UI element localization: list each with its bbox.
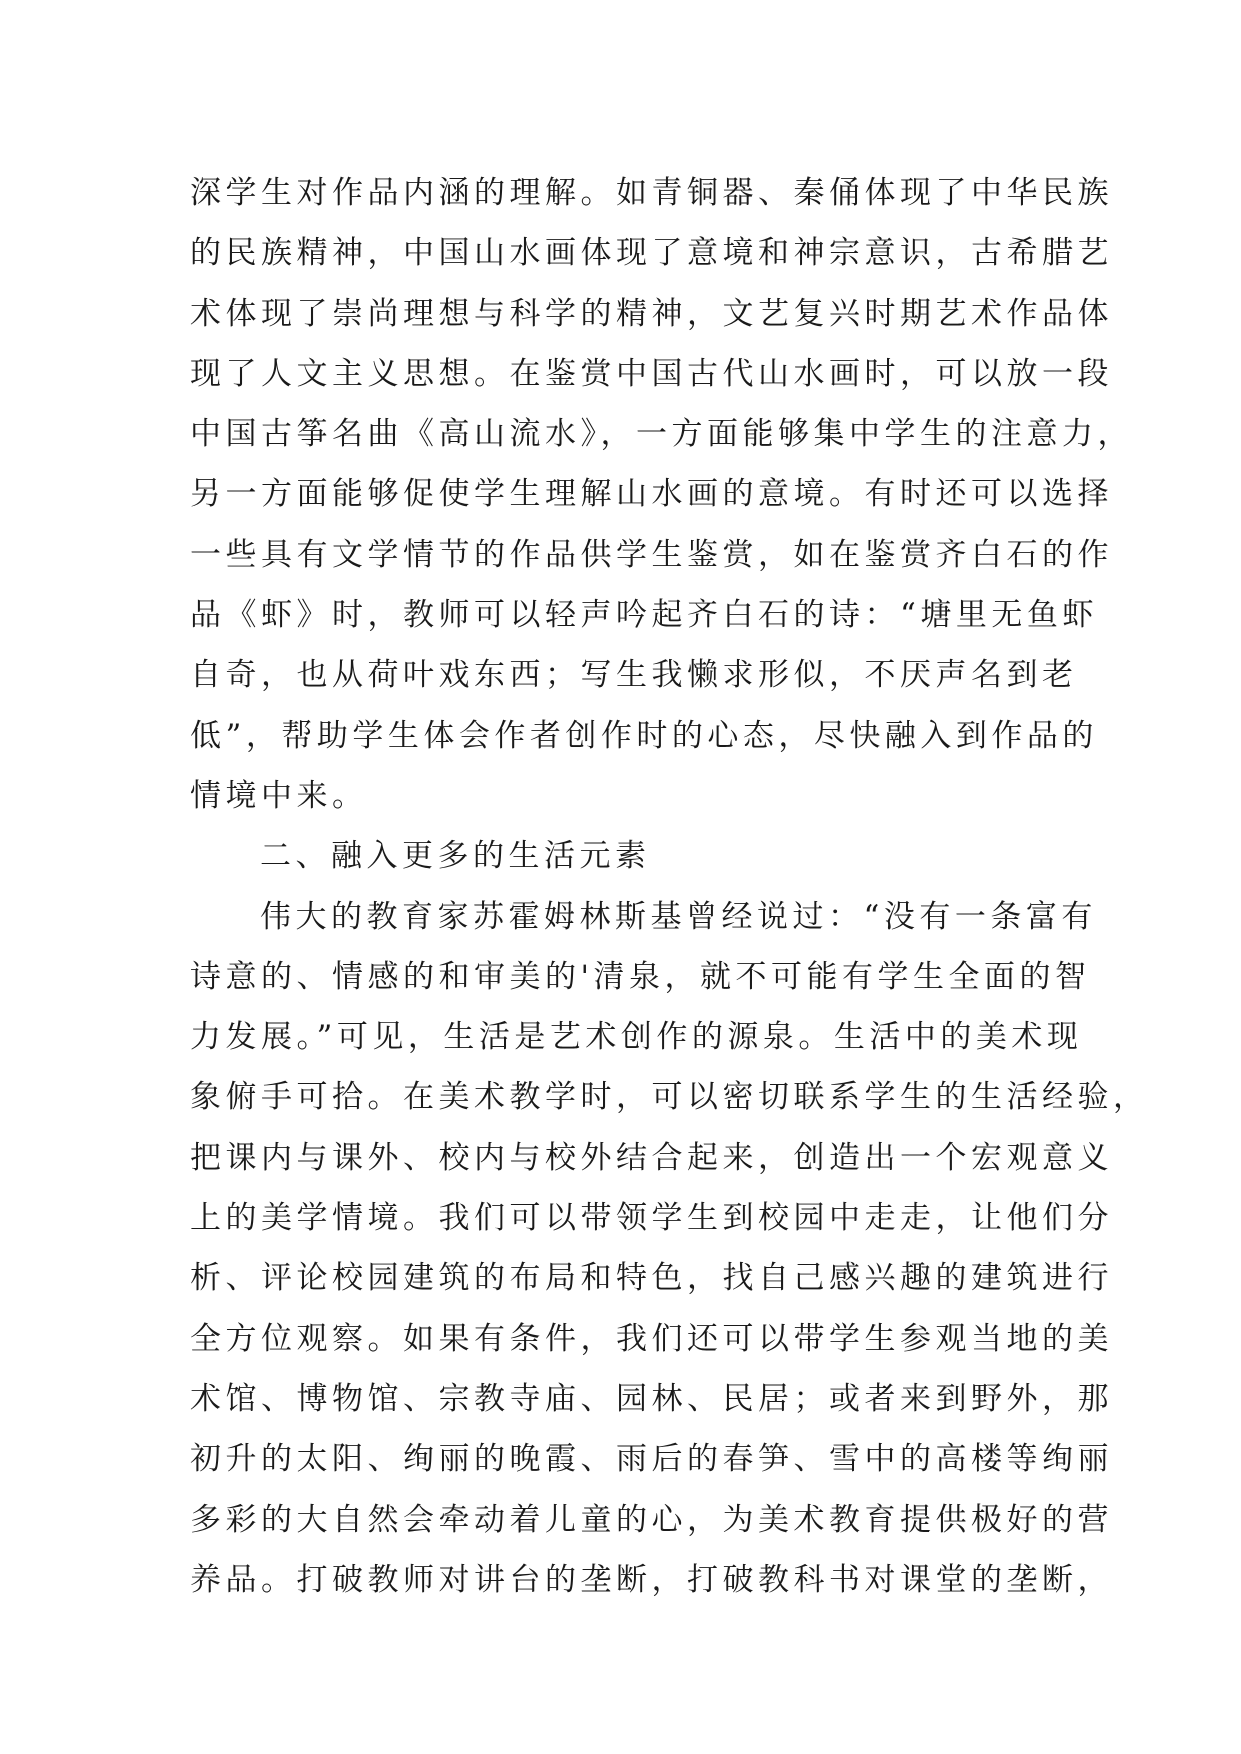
text-line: 低”，帮助学生体会作者创作时的心态，尽快融入到作品的 <box>190 717 1098 754</box>
text-line: 深学生对作品内涵的理解。如青铜器、秦俑体现了中华民族 <box>190 175 1113 211</box>
text-line: 自奇，也从荷叶戏东西；写生我懒求形似，不厌声名到老 <box>190 657 1078 694</box>
text-line: 现了人文主义思想。在鉴赏中国古代山水画时，可以放一段 <box>190 355 1113 392</box>
text-line: 另一方面能够促使学生理解山水画的意境。有时还可以选择 <box>190 476 1113 513</box>
text-line: 术馆、博物馆、宗教寺庙、园林、民居；或者来到野外，那 <box>190 1380 1113 1417</box>
text-line: 力发展。”可见，生活是艺术创作的源泉。生活中的美术现 <box>190 1019 1083 1056</box>
text-line: 象俯手可拾。在美术教学时，可以密切联系学生的生活经验， <box>190 1079 1149 1116</box>
text-line: 全方位观察。如果有条件，我们还可以带学生参观当地的美 <box>190 1320 1113 1357</box>
text-line: 诗意的、情感的和审美的'清泉，就不可能有学生全面的智 <box>190 958 1091 995</box>
text-line: 一些具有文学情节的作品供学生鉴赏，如在鉴赏齐白石的作 <box>190 536 1113 573</box>
text-line: 的民族精神，中国山水画体现了意境和神宗意识，古希腊艺 <box>190 235 1113 272</box>
text-line: 上的美学情境。我们可以带领学生到校园中走走，让他们分 <box>190 1200 1113 1237</box>
text-line: 品《虾》时，教师可以轻声吟起齐白石的诗：“塘里无鱼虾 <box>190 597 1098 634</box>
text-line: 析、评论校园建筑的布局和特色，找自己感兴趣的建筑进行 <box>190 1260 1113 1297</box>
text-line: 中国古筝名曲《高山流水》，一方面能够集中学生的注意力， <box>190 416 1133 453</box>
text-line: 多彩的大自然会牵动着儿童的心，为美术教育提供极好的营 <box>190 1501 1113 1538</box>
section-heading: 二、融入更多的生活元素 <box>260 838 651 875</box>
text-line: 情境中来。 <box>190 777 368 814</box>
body-text <box>190 163 1149 1610</box>
paragraph-first-line: 伟大的教育家苏霍姆林斯基曾经说过：“没有一条富有 <box>260 898 1097 935</box>
text-line: 把课内与课外、校内与校外结合起来，创造出一个宏观意义 <box>190 1139 1113 1176</box>
text-line: 养品。打破教师对讲台的垄断，打破教科书对课堂的垄断， <box>190 1561 1113 1598</box>
text-line: 初升的太阳、绚丽的晚霞、雨后的春笋、雪中的高楼等绚丽 <box>190 1441 1113 1478</box>
text-line: 术体现了崇尚理想与科学的精神，文艺复兴时期艺术作品体 <box>190 295 1113 332</box>
